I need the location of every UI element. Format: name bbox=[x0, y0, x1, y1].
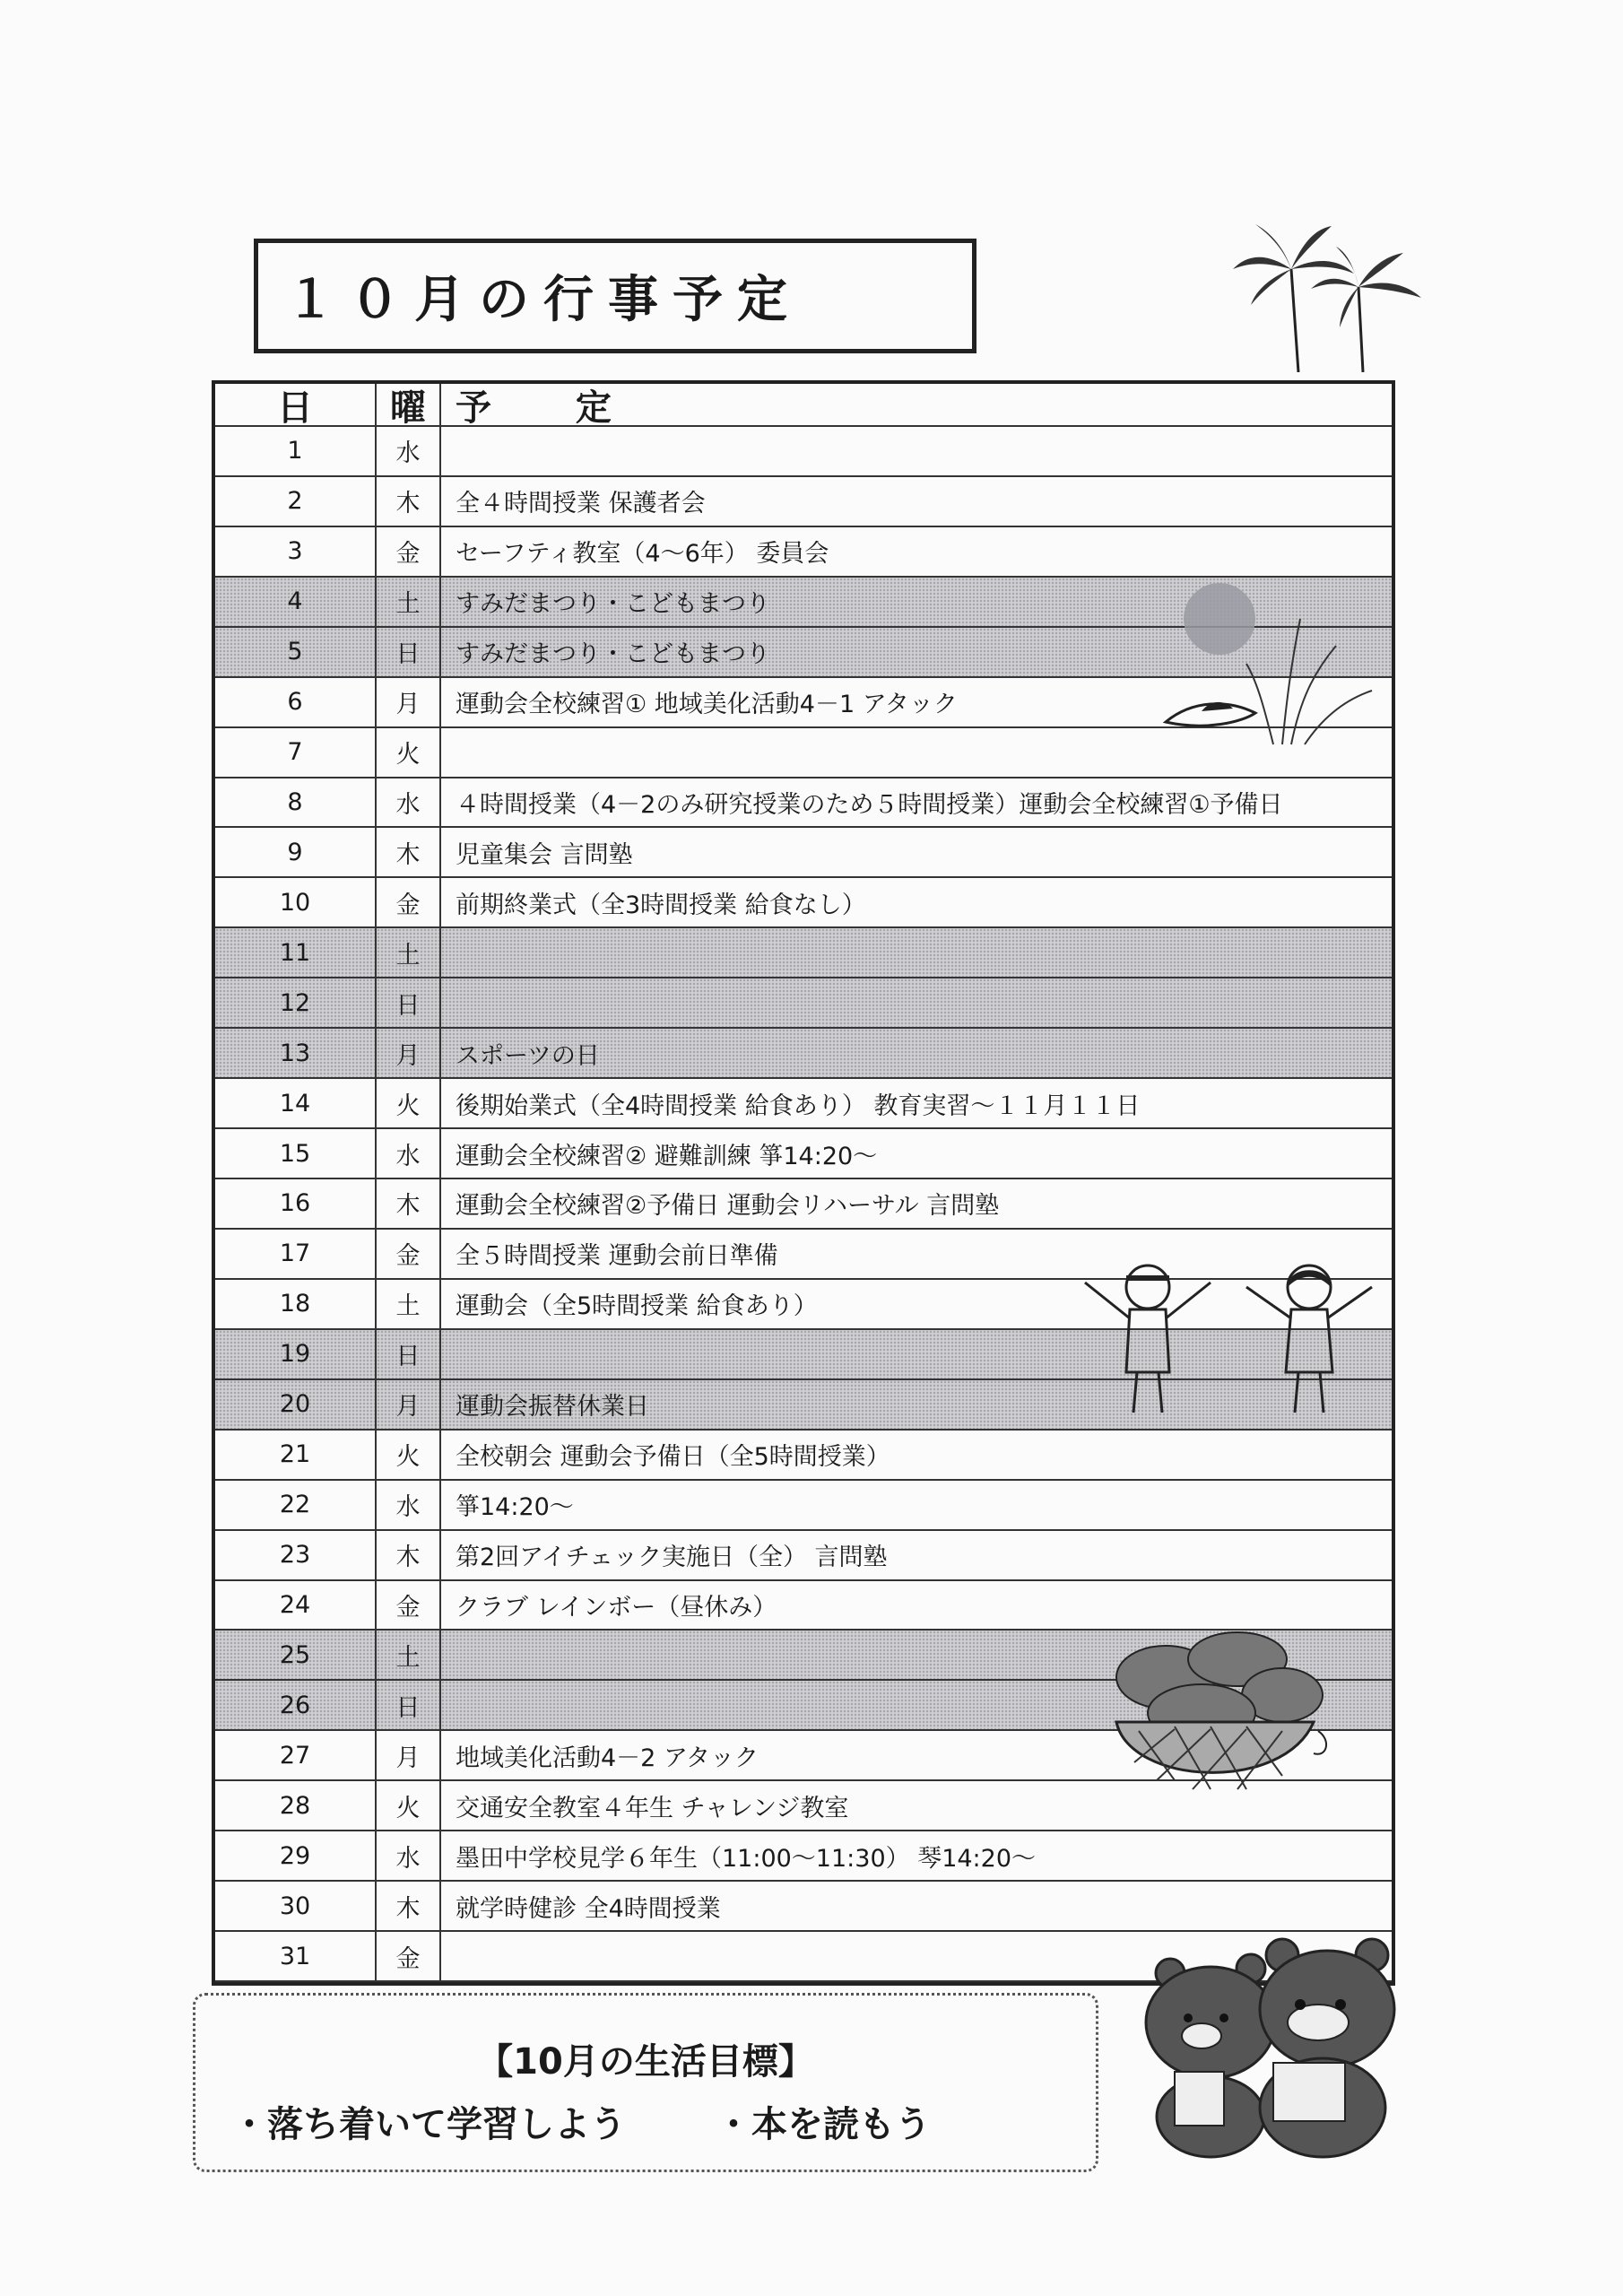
weekday-cell: 金 bbox=[377, 1932, 441, 1982]
day-cell: 5 bbox=[215, 628, 377, 678]
day-cell: 2 bbox=[215, 477, 377, 527]
event-cell: 児童集会 言問塾 bbox=[441, 828, 1392, 878]
day-cell: 10 bbox=[215, 878, 377, 928]
event-cell: ４時間授業（4－2のみ研究授業のため５時間授業）運動会全校練習①予備日 bbox=[441, 778, 1392, 829]
life-goal-item: ・本を読もう bbox=[716, 2104, 931, 2145]
event-cell: 就学時健診 全4時間授業 bbox=[441, 1882, 1392, 1932]
day-cell: 4 bbox=[215, 578, 377, 628]
palm-tree-illustration bbox=[1228, 215, 1426, 372]
event-cell: 交通安全教室４年生 チャレンジ教室 bbox=[441, 1781, 1392, 1831]
weekday-cell: 月 bbox=[377, 678, 441, 728]
life-goal-item: ・落ち着いて学習しよう bbox=[231, 2104, 626, 2145]
weekday-cell: 日 bbox=[377, 1330, 441, 1380]
weekday-cell: 月 bbox=[377, 1731, 441, 1781]
weekday-cell: 月 bbox=[377, 1029, 441, 1079]
bears-reading-illustration bbox=[1130, 1937, 1399, 2161]
event-cell: クラブ レインボー（昼休み） bbox=[441, 1581, 1392, 1631]
event-cell: 前期終業式（全3時間授業 給食なし） bbox=[441, 878, 1392, 928]
weekday-cell: 土 bbox=[377, 578, 441, 628]
event-cell: 全校朝会 運動会予備日（全5時間授業） bbox=[441, 1431, 1392, 1481]
weekday-cell: 土 bbox=[377, 1280, 441, 1330]
weekday-cell: 火 bbox=[377, 1781, 441, 1831]
weekday-cell: 土 bbox=[377, 928, 441, 978]
day-cell: 23 bbox=[215, 1531, 377, 1581]
weekday-cell: 金 bbox=[377, 1581, 441, 1631]
weekday-cell: 月 bbox=[377, 1380, 441, 1431]
event-cell: 運動会全校練習②予備日 運動会リハーサル 言問塾 bbox=[441, 1179, 1392, 1230]
weekday-cell: 水 bbox=[377, 1481, 441, 1531]
day-cell: 27 bbox=[215, 1731, 377, 1781]
day-cell: 14 bbox=[215, 1079, 377, 1129]
weekday-cell: 水 bbox=[377, 427, 441, 477]
weekday-cell: 水 bbox=[377, 1831, 441, 1882]
weekday-cell: 日 bbox=[377, 1681, 441, 1731]
day-cell: 20 bbox=[215, 1380, 377, 1431]
header-weekday: 曜 bbox=[377, 384, 441, 427]
day-cell: 3 bbox=[215, 527, 377, 578]
children-cheering-illustration bbox=[1076, 1247, 1390, 1417]
weekday-cell: 金 bbox=[377, 878, 441, 928]
weekday-cell: 火 bbox=[377, 728, 441, 778]
day-cell: 16 bbox=[215, 1179, 377, 1230]
weekday-cell: 水 bbox=[377, 778, 441, 829]
event-cell: すみだまつり・こどもまつり bbox=[441, 628, 1392, 678]
day-cell: 21 bbox=[215, 1431, 377, 1481]
event-cell: 運動会（全5時間授業 給食あり） bbox=[441, 1280, 1392, 1330]
day-cell: 19 bbox=[215, 1330, 377, 1380]
weekday-cell: 木 bbox=[377, 477, 441, 527]
weekday-cell: 木 bbox=[377, 1882, 441, 1932]
event-cell: 箏14:20～ bbox=[441, 1481, 1392, 1531]
weekday-cell: 土 bbox=[377, 1631, 441, 1681]
weekday-cell: 金 bbox=[377, 1230, 441, 1280]
day-cell: 22 bbox=[215, 1481, 377, 1531]
day-cell: 24 bbox=[215, 1581, 377, 1631]
event-cell bbox=[441, 928, 1392, 978]
day-cell: 26 bbox=[215, 1681, 377, 1731]
day-cell: 15 bbox=[215, 1129, 377, 1179]
weekday-cell: 木 bbox=[377, 1179, 441, 1230]
header-day: 日 bbox=[215, 384, 377, 427]
weekday-cell: 水 bbox=[377, 1129, 441, 1179]
weekday-cell: 木 bbox=[377, 1531, 441, 1581]
day-cell: 8 bbox=[215, 778, 377, 829]
day-cell: 1 bbox=[215, 427, 377, 477]
day-cell: 17 bbox=[215, 1230, 377, 1280]
page-title: １０月の行事予定 bbox=[254, 239, 976, 353]
weekday-cell: 金 bbox=[377, 527, 441, 578]
event-cell: 運動会全校練習② 避難訓練 箏14:20～ bbox=[441, 1129, 1392, 1179]
weekday-cell: 火 bbox=[377, 1079, 441, 1129]
day-cell: 31 bbox=[215, 1932, 377, 1982]
event-cell: 運動会全校練習① 地域美化活動4－1 アタック bbox=[441, 678, 1392, 728]
event-cell: スポーツの日 bbox=[441, 1029, 1392, 1079]
event-cell bbox=[441, 978, 1392, 1029]
weekday-cell: 日 bbox=[377, 628, 441, 678]
day-cell: 7 bbox=[215, 728, 377, 778]
event-cell: 後期始業式（全4時間授業 給食あり） 教育実習～１１月１１日 bbox=[441, 1079, 1392, 1129]
moon-pampas-illustration bbox=[1157, 565, 1408, 753]
header-event: 予 定 bbox=[441, 384, 1392, 427]
event-cell: セーフティ教室（4～6年） 委員会 bbox=[441, 527, 1392, 578]
life-goals-title: 【10月の生活目標】 bbox=[477, 2041, 814, 2083]
weekday-cell: 日 bbox=[377, 978, 441, 1029]
weekday-cell: 火 bbox=[377, 1431, 441, 1481]
event-cell: 運動会振替休業日 bbox=[441, 1380, 1392, 1431]
event-cell: 地域美化活動4－2 アタック bbox=[441, 1731, 1392, 1781]
day-cell: 6 bbox=[215, 678, 377, 728]
day-cell: 29 bbox=[215, 1831, 377, 1882]
event-cell: 墨田中学校見学６年生（11:00～11:30） 琴14:20～ bbox=[441, 1831, 1392, 1882]
sweet-potato-basket-illustration bbox=[1103, 1605, 1336, 1803]
event-cell: 全４時間授業 保護者会 bbox=[441, 477, 1392, 527]
day-cell: 30 bbox=[215, 1882, 377, 1932]
day-cell: 18 bbox=[215, 1280, 377, 1330]
event-cell: 第2回アイチェック実施日（全） 言問塾 bbox=[441, 1531, 1392, 1581]
day-cell: 11 bbox=[215, 928, 377, 978]
event-cell: 全５時間授業 運動会前日準備 bbox=[441, 1230, 1392, 1280]
life-goals-box bbox=[193, 1993, 1098, 2172]
event-cell bbox=[441, 427, 1392, 477]
event-cell: すみだまつり・こどもまつり bbox=[441, 578, 1392, 628]
day-cell: 28 bbox=[215, 1781, 377, 1831]
day-cell: 9 bbox=[215, 828, 377, 878]
day-cell: 13 bbox=[215, 1029, 377, 1079]
weekday-cell: 木 bbox=[377, 828, 441, 878]
day-cell: 12 bbox=[215, 978, 377, 1029]
day-cell: 25 bbox=[215, 1631, 377, 1681]
